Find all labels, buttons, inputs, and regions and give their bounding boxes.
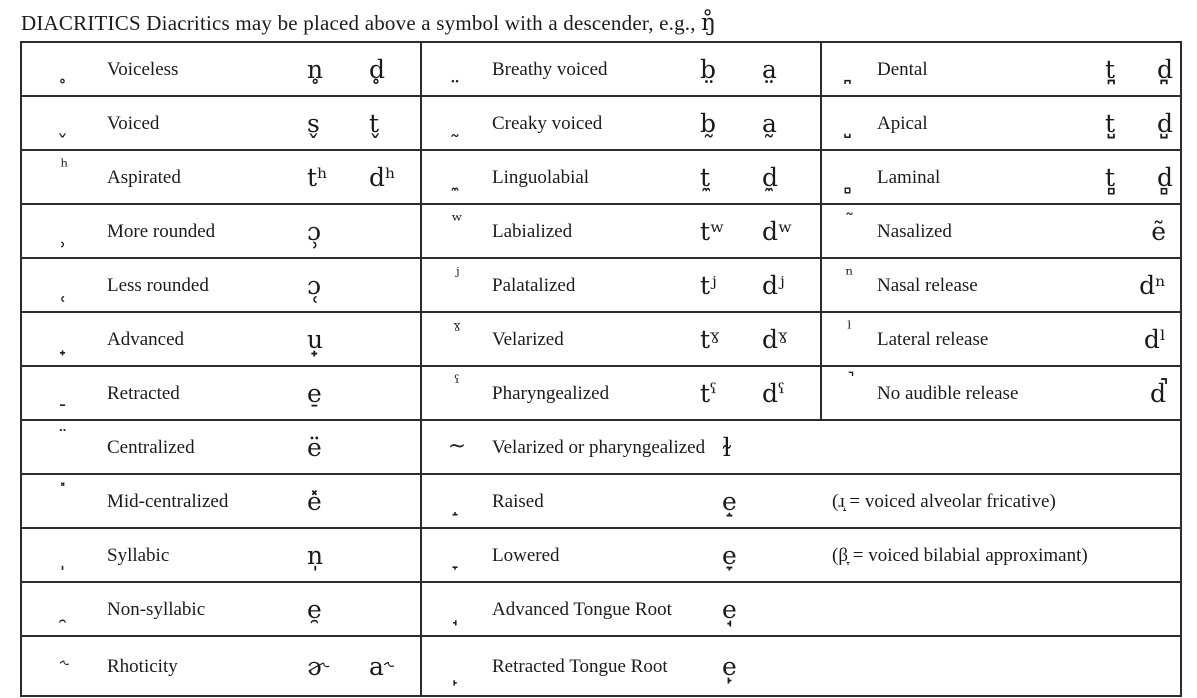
note-text: (β̞ = voiced bilabial approximant) xyxy=(832,544,1088,566)
table-row xyxy=(21,474,1181,528)
diacritic-label: Pharyngealized xyxy=(492,382,610,404)
table-row xyxy=(21,150,1181,204)
cell-lateral-release xyxy=(821,312,1181,366)
diacritic-mark: ̰ xyxy=(453,113,461,138)
diacritic-label: Less rounded xyxy=(107,274,209,296)
example-symbol-1: tʷ xyxy=(700,216,725,246)
example-symbol-1: n̥ xyxy=(307,54,324,84)
diacritic-label: Laminal xyxy=(877,166,941,188)
diacritic-mark: ̬ xyxy=(61,113,68,138)
table-row xyxy=(21,204,1181,258)
cell-pharyngealized xyxy=(421,366,821,420)
cell-laminal xyxy=(821,150,1181,204)
diacritic-label: Creaky voiced xyxy=(492,112,603,134)
cell-mid-centralized xyxy=(21,474,421,528)
diacritic-mark: ̼ xyxy=(453,167,461,192)
note-text: (ɹ̝ = voiced alveolar fricative) xyxy=(832,490,1056,512)
diacritic-label: Voiceless xyxy=(107,58,179,80)
diacritic-mark: ̚ xyxy=(846,372,853,394)
cell-raised xyxy=(421,474,1181,528)
example-symbol-2: a˞ xyxy=(369,651,395,681)
diacritic-mark: ̞ xyxy=(453,545,461,570)
diacritic-label: Voiced xyxy=(107,112,160,134)
example-symbol-1: e̝ xyxy=(722,486,737,516)
example-symbol-1: e̙ xyxy=(722,651,737,681)
example-symbol-1: ẽ xyxy=(1151,216,1166,246)
chart-title-text: DIACRITICS Diacritics may be placed above a symbol with a descender, e.g., xyxy=(21,11,696,35)
table-row xyxy=(21,582,1181,636)
diacritic-label: Advanced xyxy=(107,328,185,350)
table-row xyxy=(21,312,1181,366)
diacritic-mark: ̟ xyxy=(61,329,68,354)
cell-labialized xyxy=(421,204,821,258)
diacritic-label: Rhoticity xyxy=(107,655,178,677)
example-symbol-1: tˠ xyxy=(700,324,720,354)
cell-centralized xyxy=(21,420,421,474)
diacritic-label: Dental xyxy=(877,58,928,80)
diacritic-mark: ̙ xyxy=(453,659,461,684)
cell-lowered xyxy=(421,528,1181,582)
diacritic-mark: ʲ xyxy=(454,264,460,286)
cell-creaky-voiced xyxy=(421,96,821,150)
table-row xyxy=(21,96,1181,150)
diacritic-label: Velarized xyxy=(492,328,564,350)
example-symbol-1: tˤ xyxy=(700,378,718,408)
cell-advanced-tongue-root xyxy=(421,582,1181,636)
cell-non-syllabic xyxy=(21,582,421,636)
diacritic-mark: ̩ xyxy=(61,545,68,570)
cell-palatalized xyxy=(421,258,821,312)
diacritic-label: Nasal release xyxy=(877,274,978,296)
example-symbol-1: b̤ xyxy=(700,54,717,84)
cell-advanced xyxy=(21,312,421,366)
example-symbol-2: dˠ xyxy=(762,324,788,354)
example-symbol-1: tʰ xyxy=(307,162,328,192)
diacritic-mark: ̹ xyxy=(61,221,68,246)
cell-velarized-or-pharyngealized xyxy=(421,420,1181,474)
diacritic-label: Syllabic xyxy=(107,544,170,566)
example-symbol-1: dⁿ xyxy=(1139,270,1166,300)
diacritic-mark: ˤ xyxy=(454,372,460,394)
diacritic-label: Retracted Tongue Root xyxy=(492,655,668,677)
example-symbol-1: ɔ̜ xyxy=(307,270,322,300)
diacritic-label: Raised xyxy=(492,490,544,512)
table-row xyxy=(21,258,1181,312)
diacritic-mark: ̥ xyxy=(61,59,68,84)
diacritic-label: Linguolabial xyxy=(492,166,590,188)
cell-nasal-release xyxy=(821,258,1181,312)
example-symbol-1: ë xyxy=(307,432,322,462)
diacritic-label: No audible release xyxy=(877,382,1019,404)
cell-velarized xyxy=(421,312,821,366)
example-symbol-1: t̼ xyxy=(700,162,711,192)
example-symbol-2: d̥ xyxy=(369,54,386,84)
diacritic-label: Retracted xyxy=(107,382,180,404)
diacritic-label: Apical xyxy=(877,112,928,134)
diacritic-mark: ̠ xyxy=(61,383,68,408)
diacritic-mark: ̘ xyxy=(453,599,461,624)
diacritic-label: Centralized xyxy=(107,436,195,458)
cell-retracted xyxy=(21,366,421,420)
example-symbol-1: u̟ xyxy=(307,324,324,354)
cell-breathy-voiced xyxy=(421,42,821,96)
table-row xyxy=(21,420,1181,474)
example-symbol-2: a̰ xyxy=(762,108,777,138)
diacritic-mark: ⁿ xyxy=(845,264,854,286)
diacritic-mark: ̝ xyxy=(453,491,461,516)
title-example-symbol: ŋ̊ xyxy=(701,10,717,36)
cell-more-rounded xyxy=(21,204,421,258)
example-symbol-1: e̞ xyxy=(722,540,737,570)
example-symbol-1: t̪ xyxy=(1105,54,1116,84)
example-symbol-2: d̻ xyxy=(1157,162,1174,192)
diacritic-label: Palatalized xyxy=(492,274,576,296)
diacritic-mark: ̤ xyxy=(453,59,461,84)
example-symbol-1: e̯ xyxy=(307,594,322,624)
cell-apical xyxy=(821,96,1181,150)
table-row xyxy=(21,636,1181,696)
diacritic-mark: ʷ xyxy=(451,210,463,232)
diacritic-mark: ̺ xyxy=(846,113,853,138)
diacritic-label: Nasalized xyxy=(877,220,952,242)
diacritic-mark: ˠ xyxy=(453,318,461,340)
example-symbol-1: ɫ xyxy=(722,432,732,462)
table-row xyxy=(21,528,1181,582)
example-symbol-1: b̰ xyxy=(700,108,717,138)
cell-less-rounded xyxy=(21,258,421,312)
diacritic-mark: ~ xyxy=(447,434,467,459)
diacritic-label: Labialized xyxy=(492,220,573,242)
cell-dental xyxy=(821,42,1181,96)
diacritic-mark: ʰ xyxy=(60,156,69,178)
cell-nasalized xyxy=(821,204,1181,258)
chart-title xyxy=(21,10,1197,36)
example-symbol-1: s̬ xyxy=(307,108,320,138)
example-symbol-1: d̚ xyxy=(1149,378,1166,408)
example-symbol-2: a̤ xyxy=(762,54,777,84)
diacritic-label: Advanced Tongue Root xyxy=(492,598,672,620)
cell-voiceless xyxy=(21,42,421,96)
example-symbol-2: t̬ xyxy=(369,108,380,138)
example-symbol-2: d̺ xyxy=(1157,108,1174,138)
table-row xyxy=(21,42,1181,96)
cell-voiced xyxy=(21,96,421,150)
example-symbol-2: dʰ xyxy=(369,162,396,192)
example-symbol-2: dˤ xyxy=(762,378,786,408)
example-symbol-1: e̽ xyxy=(307,486,322,516)
diacritic-label: Mid-centralized xyxy=(107,490,229,512)
example-symbol-1: ɔ̹ xyxy=(307,216,322,246)
diacritic-label: Lowered xyxy=(492,544,560,566)
diacritic-label: Velarized or pharyngealized xyxy=(492,436,706,458)
diacritic-mark: ̯ xyxy=(61,599,68,624)
diacritic-mark: ̻ xyxy=(846,167,853,192)
table-row xyxy=(21,366,1181,420)
diacritic-label: Breathy voiced xyxy=(492,58,608,80)
example-symbol-1: e̘ xyxy=(722,594,737,624)
example-symbol-1: e̠ xyxy=(307,378,322,408)
diacritic-mark: ̽ xyxy=(61,480,68,502)
example-symbol-2: d̼ xyxy=(762,162,779,192)
cell-syllabic xyxy=(21,528,421,582)
example-symbol-2: dʲ xyxy=(762,270,785,300)
diacritics-table xyxy=(20,41,1182,697)
diacritic-mark: ˞ xyxy=(59,653,70,678)
diacritic-label: More rounded xyxy=(107,220,216,242)
example-symbol-1: n̩ xyxy=(307,540,324,570)
diacritic-mark: ̪ xyxy=(846,59,853,84)
diacritic-mark: ˜ xyxy=(844,210,855,232)
example-symbol-1: ɚ xyxy=(307,651,329,681)
example-symbol-1: t̻ xyxy=(1105,162,1116,192)
cell-no-audible-release xyxy=(821,366,1181,420)
cell-aspirated xyxy=(21,150,421,204)
example-symbol-1: dˡ xyxy=(1143,324,1166,354)
example-symbol-1: t̺ xyxy=(1105,108,1116,138)
diacritic-mark: ̈ xyxy=(61,426,68,448)
diacritic-mark: ̜ xyxy=(61,275,68,300)
cell-linguolabial xyxy=(421,150,821,204)
cell-retracted-tongue-root xyxy=(421,636,1181,696)
example-symbol-2: dʷ xyxy=(762,216,793,246)
cell-rhoticity xyxy=(21,636,421,696)
diacritic-label: Lateral release xyxy=(877,328,989,350)
example-symbol-1: tʲ xyxy=(700,270,717,300)
example-symbol-2: d̪ xyxy=(1157,54,1174,84)
diacritic-mark: ˡ xyxy=(847,318,852,340)
diacritic-label: Non-syllabic xyxy=(107,598,206,620)
diacritic-label: Aspirated xyxy=(107,166,181,188)
